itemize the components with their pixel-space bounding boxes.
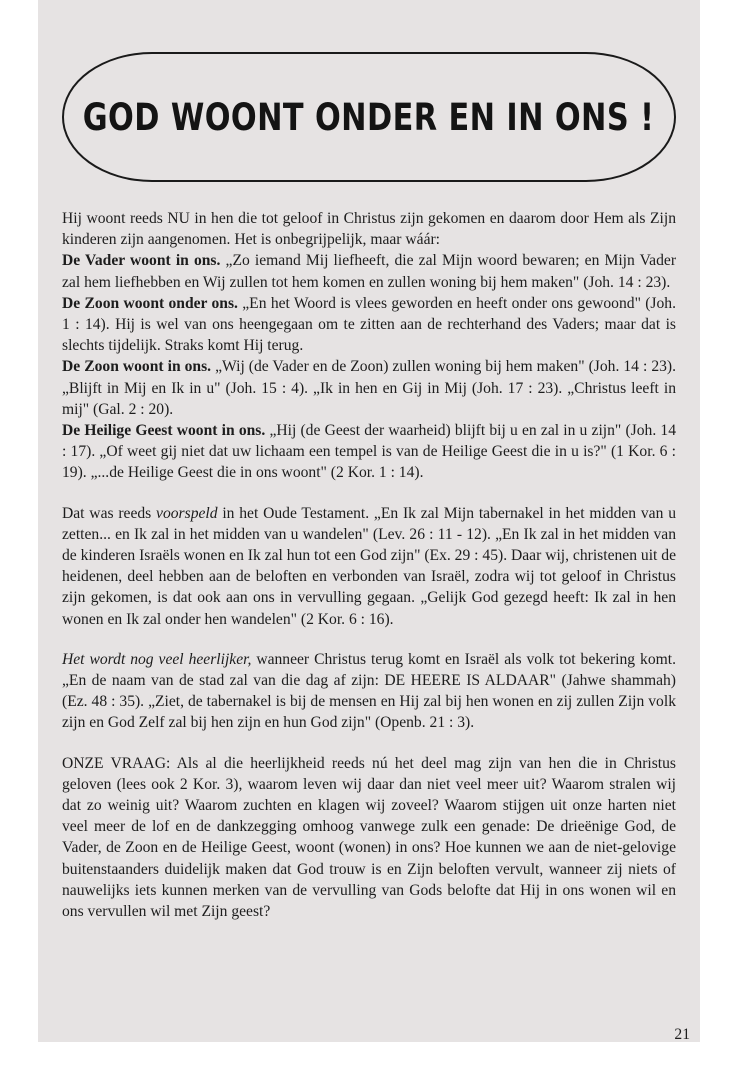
para3-after: wanneer Christus terug komt en Israël als volk tot bekering komt. „En de naam van de stad zal van die dag af zijn: DE HEERE IS ALDAAR" (Jahwe shammah) (Ez. 48 : 35). „Ziet, de tabernakel is bij de mensen en Hij zal bij hen wonen en zij zullen Zijn volk zijn en God Zelf zal bij hen zijn en hun God zijn" (Openb. 21 : 3). (62, 650, 676, 732)
father-text: „Zo iemand Mij liefheeft, die zal Mijn woord bewaren; en Mijn Vader zal hem liefhebben en Wij zullen tot hem komen en zullen woning bij hem maken" (Joh. 14 : 23). (62, 252, 677, 291)
son-in-text: „Wij (de Vader en de Zoon) zullen woning bij hem maken" (Joh. 14 : 23). „Blijft in Mij en Ik in u" (Joh. 15 : 4). „Ik in hen en Gij in Mij (Joh. 17 : 23). „Christus leeft in mij" (Gal. 2 : 20). (62, 358, 676, 418)
para3-italic: Het wordt nog veel heerlijker, (62, 650, 252, 668)
paragraph-2 (62, 503, 676, 630)
title-banner (62, 52, 676, 182)
father-heading: De Vader woont in ons. (62, 252, 221, 270)
son-in-heading: De Zoon woont in ons. (62, 358, 212, 376)
son-among-text: „En het Woord is vlees geworden en heeft onder ons gewoond" (Joh. 1 : 14). Hij is wel van ons heengegaan om te zitten aan de rechterhand des Vaders; maar dat is slechts tijdelijk. Straks komt Hij terug. (62, 294, 676, 355)
paragraph-3 (62, 649, 676, 734)
spirit-heading: De Heilige Geest woont in ons. (62, 422, 266, 440)
para2-before: Dat was reeds (62, 504, 157, 522)
page-number: 21 (674, 1026, 690, 1043)
spirit-text: „Hij (de Geest der waarheid) blijft bij u en zal in u zijn" (Joh. 14 : 17). „Of weet gij niet dat uw lichaam een tempel is van de Heilige Geest die in u is?" (1 Kor. 6 : 19). „...de Heilige Geest die in ons woont" (2 Kor. 1 : 14). (62, 422, 677, 482)
article-body (62, 208, 676, 922)
para2-italic: voorspeld (156, 504, 218, 522)
intro-text: Hij woont reeds NU in hen die tot geloof in Christus zijn gekomen en daarom door Hem als Zijn kinderen zijn aangenomen. Het is onbegrijpelijk, maar wáár: (62, 210, 676, 249)
paragraph-1 (62, 208, 676, 484)
para2-after: in het Oude Testament. „En Ik zal Mijn tabernakel in het midden van u zetten... en Ik zal in het midden van u wandelen" (Lev. 26 : 11 - 12). „En Ik zal in het midden van de kinderen Israëls wonen en Ik zal hun tot een God zijn" (Ex. 29 : 45). Daar wij, christenen uit de heidenen, deel hebben aan de beloften en verbonden van Israël, zodra wij tot geloof in Christus zijn gekomen, is dat ook aan ons in vervulling gegaan. „Gelijk God gezegd heeft: Ik zal in hen wonen en Ik zal onder hen wandelen" (2 Kor. 6 : 16). (62, 504, 676, 628)
page-title: GOD WOONT ONDER EN IN ONS ! (83, 95, 655, 139)
paragraph-4: ONZE VRAAG: Als al die heerlijkheid reeds nú het deel mag zijn van hen die in Christus geloven (lees ook 2 Kor. 3), waarom leven wij daar dan niet veel meer uit? Waarom stralen wij dat zo weinig uit? Waarom zuchten en klagen wij zoveel? Waarom stijgen uit onze harten niet veel meer de lof en de dankzegging omhoog vanwege zulk een genade: De drieënige God, de Vader, de Zoon en de Heilige Geest, woont (wonen) in ons? Hoe kunnen we aan de niet-gelovige buitenstaanders duidelijk maken dat God trouw is en Zijn beloften vervult, wanneer zij niets of nauwelijks iets kunnen merken van de vervulling van Gods belofte dat Hij in ons wonen wil en ons vervullen wil met Zijn geest? (62, 754, 676, 921)
son-among-heading: De Zoon woont onder ons. (62, 294, 238, 312)
